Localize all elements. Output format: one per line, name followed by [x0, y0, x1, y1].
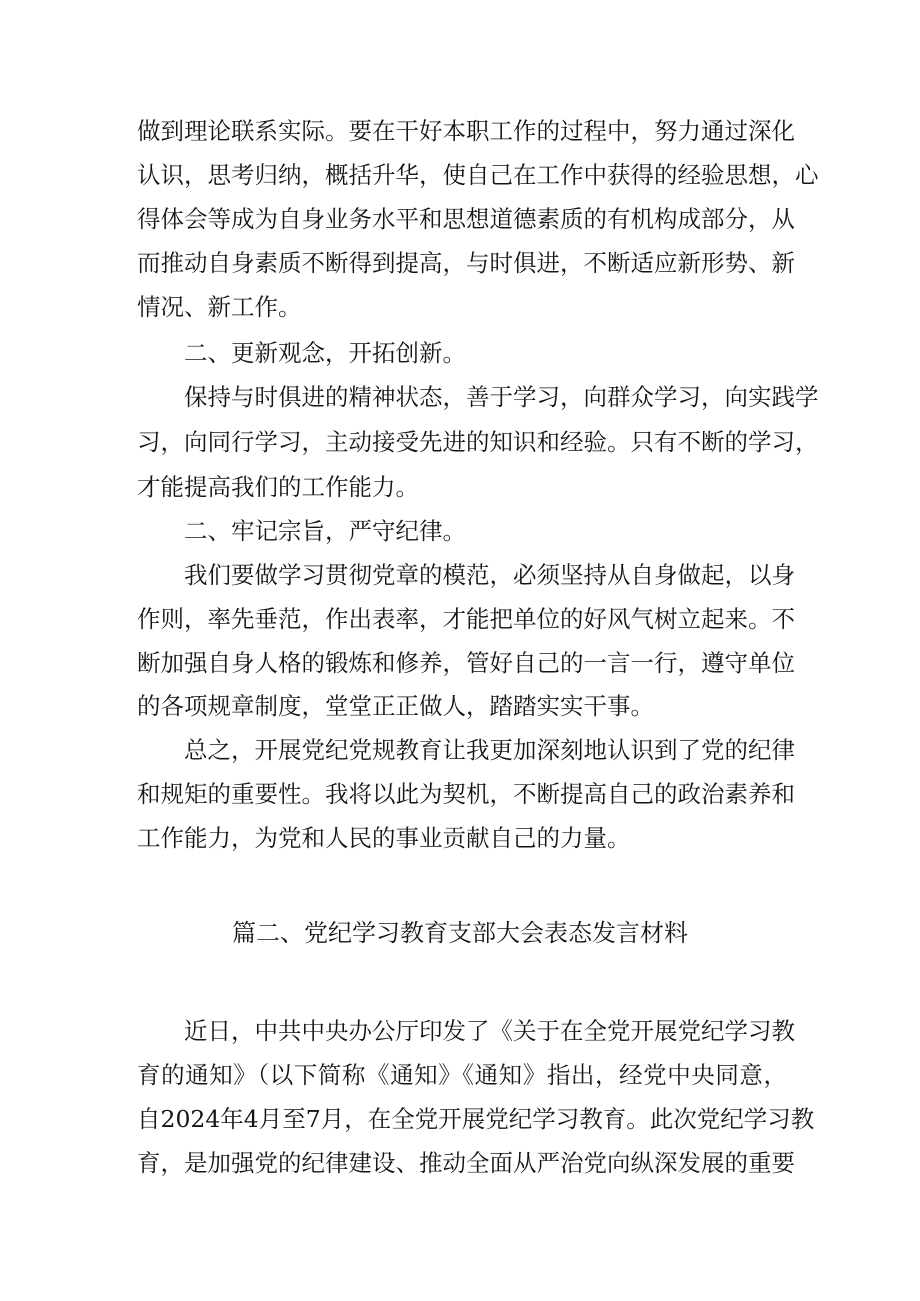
paragraph-line: 断加强自身人格的锻炼和修养，管好自己的一言一行，遵守单位 — [137, 649, 795, 677]
paragraph-line: 情况、新工作。 — [137, 293, 302, 321]
paragraph-line: 认识，思考归纳，概括升华，使自己在工作中获得的经验思想，心 — [137, 161, 819, 189]
paragraph-line: 的各项规章制度，堂堂正正做人，踏踏实实干事。 — [137, 692, 654, 720]
document-title: 篇二、党纪学习教育支部大会表态发言材料 — [232, 919, 688, 947]
paragraph-line: 我们要做学习贯彻党章的模范，必须坚持从自身做起，以身 — [184, 561, 795, 589]
paragraph-line: 作则，率先垂范，作出表率，才能把单位的好风气树立起来。不 — [137, 605, 795, 633]
paragraph-line: 才能提高我们的工作能力。 — [137, 473, 419, 501]
paragraph-line: 近日，中共中央办公厅印发了《关于在全党开展党纪学习教 — [184, 1017, 795, 1045]
section-heading: 二、牢记宗旨，严守纪律。 — [184, 517, 466, 545]
paragraph-line: 保持与时俱进的精神状态，善于学习，向群众学习，向实践学 — [184, 383, 819, 411]
paragraph-line: 自2024年4月至7月，在全党开展党纪学习教育。此次党纪学习教 — [137, 1105, 815, 1133]
paragraph-line: 育的通知》（以下简称《通知》《通知》指出，经党中央同意， — [137, 1061, 787, 1089]
paragraph-line: 和规矩的重要性。我将以此为契机，不断提高自己的政治素养和 — [137, 780, 795, 808]
paragraph-line: 得体会等成为自身业务水平和思想道德素质的有机构成部分，从 — [137, 205, 795, 233]
paragraph-line: 习，向同行学习，主动接受先进的知识和经验。只有不断的学习， — [137, 428, 819, 456]
paragraph-line: 而推动自身素质不断得到提高，与时俱进，不断适应新形势、新 — [137, 249, 795, 277]
paragraph-line: 育，是加强党的纪律建设、推动全面从严治党向纵深发展的重要 — [137, 1149, 795, 1177]
paragraph-line: 做到理论联系实际。要在干好本职工作的过程中，努力通过深化 — [137, 117, 795, 145]
paragraph-line: 工作能力，为党和人民的事业贡献自己的力量。 — [137, 824, 631, 852]
paragraph-line: 总之，开展党纪党规教育让我更加深刻地认识到了党的纪律 — [184, 736, 795, 764]
section-heading: 二、更新观念，开拓创新。 — [184, 339, 466, 367]
